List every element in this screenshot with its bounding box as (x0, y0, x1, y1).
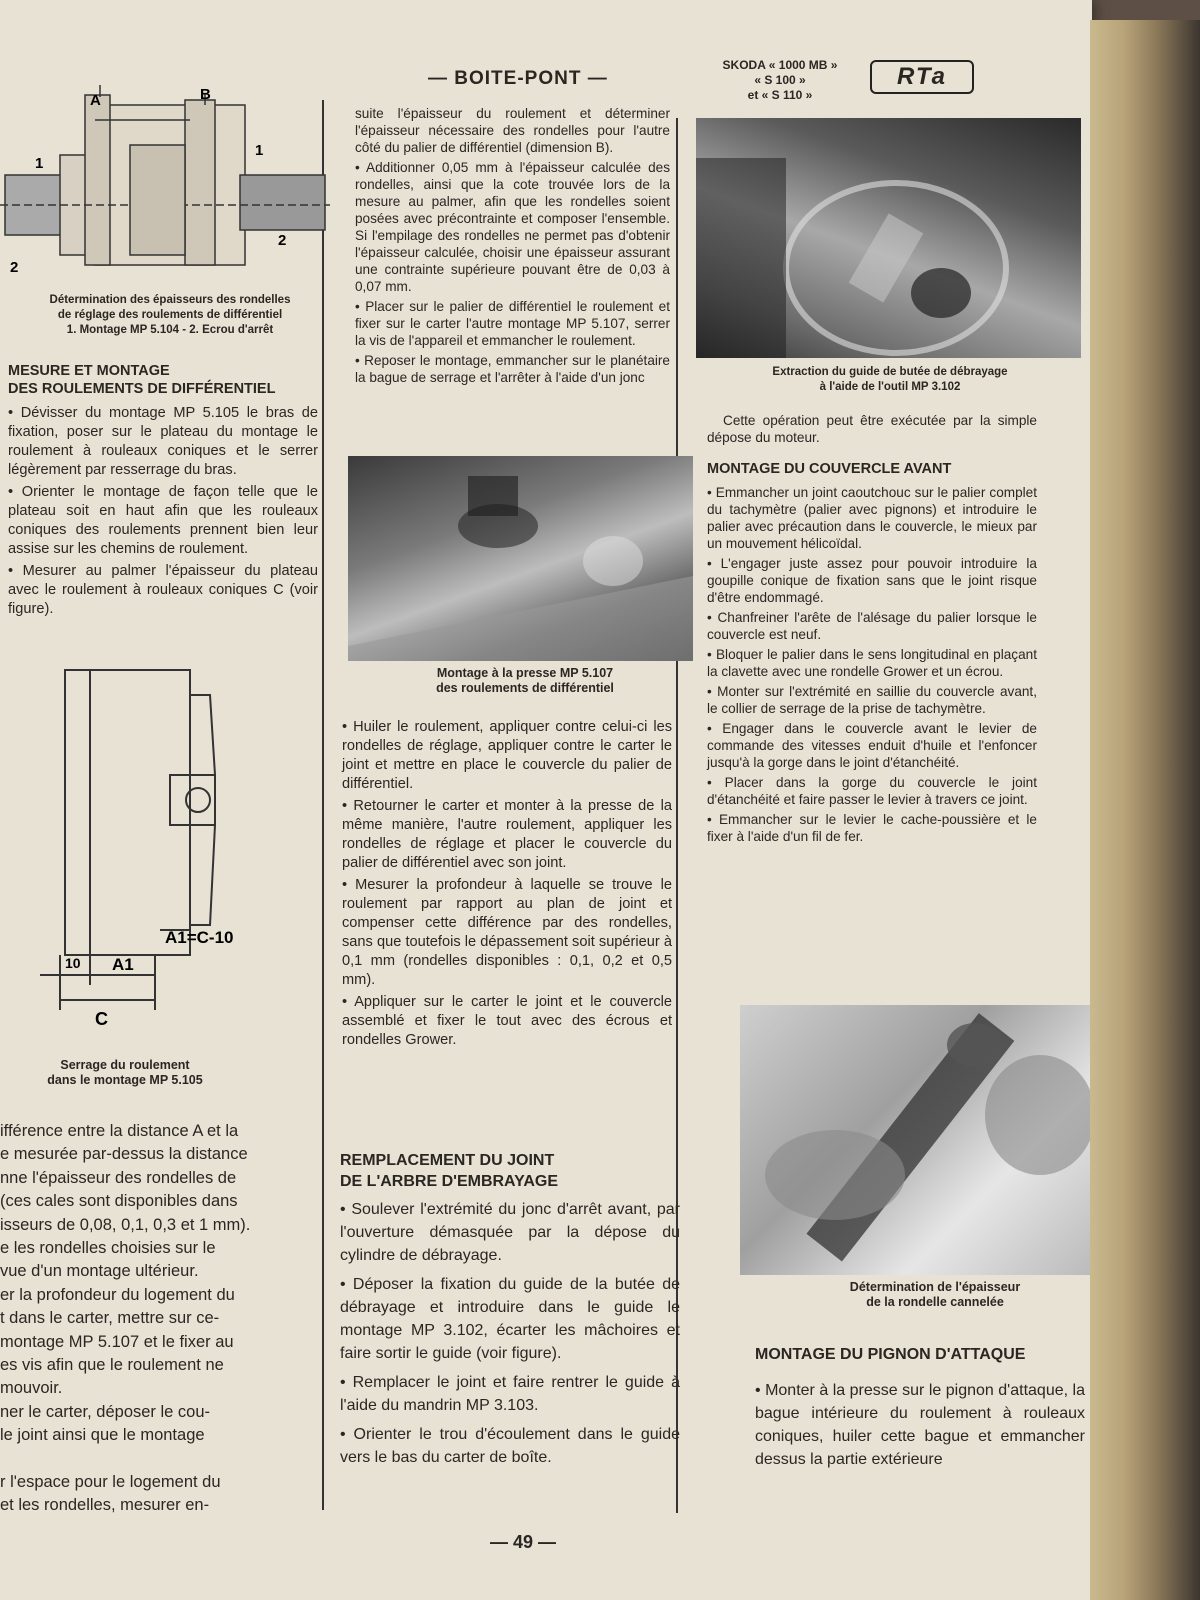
caption-line: Extraction du guide de butée de débrayage (772, 366, 1008, 378)
text-line: et les rondelles, mesurer en- (0, 1496, 210, 1515)
paragraph: • Reposer le montage, emmancher sur le planétaire la bague de serrage et l'arrêter à l'aide d'un jonc (355, 353, 670, 385)
text-line: e les rondelles choisies sur le (0, 1239, 216, 1258)
paragraph: • Mesurer la profondeur à laquelle se trouve le roulement par rapport au plan de joint et compenser cette différence par des rondelles, sans que toutefois le dépassement soit supérieur à 0,1 mm (rondelles disponibles : 0,1, 0,2 et 0,5 mm). (342, 877, 672, 988)
press-assembly-photo (348, 456, 693, 661)
figure-caption (800, 1280, 1070, 1310)
paragraph: • Retourner le carter et monter à la presse de la même manière, l'autre roulement, appliquer les rondelles de réglage et placer le couvercle du palier de différentiel avec son joint. (342, 798, 672, 871)
label-a: A (90, 92, 101, 109)
text-line: ner le carter, déposer le cou- (0, 1402, 211, 1421)
paragraph: • Orienter le trou d'écoulement dans le guide vers le bas du carter de boîte. (340, 1426, 680, 1466)
label-c: C (95, 1009, 108, 1029)
paragraph: Cette opération peut être exécutée par la simple dépose du moteur. (707, 413, 1037, 445)
paragraph: • Soulever l'extrémité du jonc d'arrêt avant, par l'ouverture démasquée par la dépose du cylindre de débrayage. (340, 1201, 680, 1264)
model-line: « S 100 » (754, 73, 806, 87)
model-line: et « S 110 » (747, 88, 813, 102)
paragraph: • Orienter le montage de façon telle que le plateau soit en haut afin que les rouleaux coniques des roulements prennent bien leur assise sur les chemins de roulement. (8, 484, 318, 557)
label-1-right: 1 (255, 142, 264, 159)
column-3-text (707, 412, 1037, 848)
text-line: e mesurée par-dessus la distance (0, 1145, 248, 1164)
text-line: montage MP 5.107 et le fixer au (0, 1332, 234, 1351)
paragraph: • Monter à la presse sur le pignon d'attaque, la bague intérieure du roulement à rouleaux coniques, huiler cette bague et emmancher dessus la partie extérieure (755, 1382, 1085, 1468)
column-divider (322, 100, 324, 1510)
photo-detail (740, 1005, 1090, 1275)
text-line: isseurs de 0,08, 0,1, 0,3 et 1 mm). (0, 1215, 251, 1234)
label-1-left: 1 (35, 155, 44, 172)
column-2-mid-text (342, 718, 672, 1053)
text-line: mouvoir. (0, 1379, 63, 1398)
heading-line: REMPLACEMENT DU JOINT (340, 1152, 555, 1169)
paragraph: • Déposer la fixation du guide de la butée de débrayage et introduire dans le guide le montage MP 3.102, écarter les mâchoires et faire sortir le guide (voir figure). (340, 1276, 680, 1362)
column-1-bottom-text (0, 1120, 310, 1518)
paragraph: • Placer sur le palier de différentiel le roulement et fixer sur le carter l'autre montage MP 5.107, serrer la vis de l'appareil et emmancher le roulement. (355, 299, 670, 348)
text-line: (ces cales sont disponibles dans (0, 1192, 238, 1211)
page-number: — 49 — (490, 1532, 557, 1552)
label-10: 10 (65, 955, 81, 971)
photo-detail (696, 118, 1081, 358)
caption-line: Détermination de l'épaisseur (849, 1280, 1021, 1294)
text-line: es vis afin que le roulement ne (0, 1356, 224, 1375)
paragraph: • Huiler le roulement, appliquer contre celui-ci les rondelles de réglage, appliquer contre le carter le joint et mettre en place le couvercle du palier de différentiel. (342, 719, 672, 792)
caption-line: Détermination des épaisseurs des rondelles (49, 294, 291, 306)
paragraph: suite l'épaisseur du roulement et déterminer l'épaisseur nécessaire des rondelles pour l'autre côté du palier de différentiel (dimension B). (355, 106, 670, 155)
section-title: — BOITE-PONT — (428, 68, 608, 89)
caption-line: de la rondelle cannelée (866, 1295, 1004, 1309)
paragraph: • Emmancher un joint caoutchouc sur le palier complet du tachymètre (palier avec pignons) et introduire le palier avec précaution dans le couvercle, le mieux par un mouvement hélicoïdal. (707, 485, 1037, 551)
figure-caption (700, 365, 1080, 395)
paragraph: • Appliquer sur le carter le joint et le couvercle assemblé et fixer le tout avec des écrous et rondelles Grower. (342, 994, 672, 1048)
section-heading: MONTAGE DU COUVERCLE AVANT (707, 461, 952, 477)
paragraph: • Chanfreiner l'arête de l'alésage du palier lorsque le couvercle est neuf. (707, 610, 1037, 642)
paragraph: • Monter sur l'extrémité en saillie du couvercle avant, le collier de serrage de la prise de tachymètre. (707, 684, 1037, 716)
model-label (710, 58, 850, 103)
caption-line: dans le montage MP 5.105 (47, 1073, 203, 1087)
text-line: le joint ainsi que le montage (0, 1426, 205, 1445)
paragraph: • L'engager juste assez pour pouvoir introduire la goupille conique de fixation sans que le joint risque d'être endommagé. (707, 556, 1037, 605)
heading-line: DE L'ARBRE D'EMBRAYAGE (340, 1173, 559, 1190)
label-2-left: 2 (10, 259, 19, 276)
paragraph: • Emmancher sur le levier le cache-poussière et le fixer à l'aide d'un fil de fer. (707, 812, 1037, 844)
label-a1: A1 (112, 955, 134, 974)
column-1-text (8, 356, 318, 622)
text-line: ifférence entre la distance A et la (0, 1122, 239, 1140)
caption-line: Montage à la presse MP 5.107 (436, 666, 614, 680)
text-line: vue d'un montage ultérieur. (0, 1262, 199, 1281)
figure-caption (360, 666, 690, 696)
paragraph: • Bloquer le palier dans le sens longitudinal en plaçant la clavette avec une rondelle Grower et un écrou. (707, 647, 1037, 679)
photo-detail (348, 456, 693, 661)
caption-line: à l'aide de l'outil MP 3.102 (819, 381, 961, 393)
model-line: SKODA « 1000 MB » (722, 58, 838, 72)
caption-line: 1. Montage MP 5.104 - 2. Ecrou d'arrêt (66, 324, 274, 336)
column-2-bottom-text (340, 1144, 680, 1475)
text-line (0, 1448, 310, 1471)
text-line: nne l'épaisseur des rondelles de (0, 1168, 237, 1187)
caption-line: de réglage des roulements de différentiel (57, 309, 283, 321)
heading-line: MESURE ET MONTAGE (8, 363, 170, 379)
paragraph: • Additionner 0,05 mm à l'épaisseur calculée des rondelles, ainsi que la cote trouvée lors de la mesure au palmer, afin que les rondelles soient posées avec précontrainte et composer l'ensemble. Si l'empilage des rondelles ne permet pas d'obtenir l'épaisseur calculée, choisir une épaisseur assurant une contrainte supérieure pouvant être de 0,03 à 0,07 mm. (355, 160, 670, 294)
text-line: r l'espace pour le logement du (0, 1472, 221, 1491)
label-2-right: 2 (278, 232, 287, 249)
heading-line: DES ROULEMENTS DE DIFFÉRENTIEL (8, 381, 276, 397)
column-2-top-text (355, 105, 670, 389)
caption-line: des roulements de différentiel (436, 681, 614, 695)
figure-caption (10, 1058, 240, 1088)
column-3-bottom-text (755, 1338, 1085, 1477)
paragraph: • Mesurer au palmer l'épaisseur du plateau avec le roulement à rouleaux coniques C (voir figure). (8, 563, 318, 617)
splined-washer-photo (740, 1005, 1090, 1275)
section-heading (340, 1150, 680, 1192)
section-heading (8, 362, 318, 398)
figure-caption (20, 293, 320, 338)
differential-drawing (0, 85, 330, 285)
label-b: B (200, 86, 211, 103)
rta-logo: RTa (870, 60, 974, 94)
bearing-clamp-drawing (30, 665, 300, 1035)
page-edge-stack (1090, 20, 1200, 1600)
paragraph: • Dévisser du montage MP 5.105 le bras de fixation, poser sur le plateau du montage le roulement à rouleaux coniques et le serrer légèrement par resserrage du bras. (8, 405, 318, 478)
formula-label: A1=C-10 (165, 928, 234, 947)
paragraph: • Placer dans la gorge du couvercle le joint d'étanchéité et faire passer le levier à travers ce joint. (707, 775, 1037, 807)
text-line: er la profondeur du logement du (0, 1285, 235, 1304)
section-heading: MONTAGE DU PIGNON D'ATTAQUE (755, 1346, 1026, 1363)
guide-extraction-photo (696, 118, 1081, 358)
paragraph: • Remplacer le joint et faire rentrer le guide à l'aide du mandrin MP 3.103. (340, 1374, 680, 1414)
text-line: t dans le carter, mettre sur ce- (0, 1309, 220, 1328)
paragraph: • Engager dans le couvercle avant le levier de commande des vitesses enduit d'huile et l'enfoncer jusqu'à la gorge dans le joint d'étanchéité. (707, 721, 1037, 770)
caption-line: Serrage du roulement (60, 1058, 190, 1072)
